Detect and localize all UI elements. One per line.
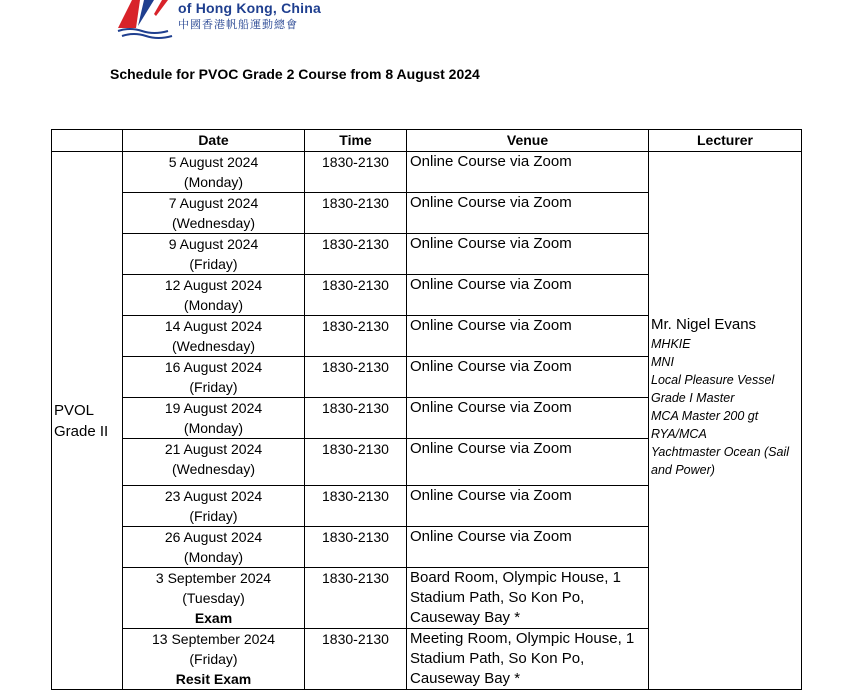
venue-cell: Online Course via Zoom bbox=[407, 527, 649, 568]
time-cell: 1830-2130 bbox=[305, 193, 407, 234]
venue-cell: Online Course via Zoom bbox=[407, 275, 649, 316]
org-name-en: of Hong Kong, China bbox=[178, 0, 321, 16]
time-cell: 1830-2130 bbox=[305, 398, 407, 439]
time-cell: 1830-2130 bbox=[305, 568, 407, 629]
venue-cell: Online Course via Zoom bbox=[407, 234, 649, 275]
date-cell: 12 August 2024 (Monday) bbox=[123, 275, 305, 316]
venue-cell: Online Course via Zoom bbox=[407, 439, 649, 486]
venue-cell: Online Course via Zoom bbox=[407, 357, 649, 398]
venue-cell: Online Course via Zoom bbox=[407, 486, 649, 527]
date-cell: 14 August 2024 (Wednesday) bbox=[123, 316, 305, 357]
time-cell: 1830-2130 bbox=[305, 357, 407, 398]
time-cell: 1830-2130 bbox=[305, 527, 407, 568]
date-cell: 9 August 2024 (Friday) bbox=[123, 234, 305, 275]
date-cell: 3 September 2024 (Tuesday) Exam bbox=[123, 568, 305, 629]
org-name-zh: 中國香港帆船運動總會 bbox=[178, 19, 298, 31]
schedule-table bbox=[51, 129, 802, 690]
exam-label: Exam bbox=[194, 610, 233, 626]
time-cell: 1830-2130 bbox=[305, 234, 407, 275]
column-header-date: Date bbox=[123, 130, 305, 152]
table-row bbox=[52, 152, 802, 193]
venue-cell: Online Course via Zoom bbox=[407, 398, 649, 439]
resit-exam-label: Resit Exam bbox=[175, 671, 252, 687]
date-cell: 21 August 2024 (Wednesday) bbox=[123, 439, 305, 486]
table-header-row bbox=[52, 130, 802, 152]
date-cell: 16 August 2024 (Friday) bbox=[123, 357, 305, 398]
venue-cell: Online Course via Zoom bbox=[407, 152, 649, 193]
column-header-venue: Venue bbox=[407, 130, 649, 152]
column-header-course bbox=[52, 130, 123, 152]
lecturer-cell: Mr. Nigel Evans MHKIE MNI Local Pleasure Vessel Grade I Master MCA Master 200 gt RYA/MCA Yachtmaster Ocean (Sail and Power) bbox=[649, 152, 802, 690]
venue-cell: Online Course via Zoom bbox=[407, 193, 649, 234]
date-cell: 23 August 2024 (Friday) bbox=[123, 486, 305, 527]
venue-cell: Online Course via Zoom bbox=[407, 316, 649, 357]
time-cell: 1830-2130 bbox=[305, 439, 407, 486]
document-title: Schedule for PVOC Grade 2 Course from 8 August 2024 bbox=[110, 66, 480, 82]
column-header-time: Time bbox=[305, 130, 407, 152]
course-cell: PVOL Grade II bbox=[52, 152, 123, 690]
date-cell: 5 August 2024 (Monday) bbox=[123, 152, 305, 193]
time-cell: 1830-2130 bbox=[305, 152, 407, 193]
lecturer-name: Mr. Nigel Evans bbox=[651, 315, 757, 333]
sailboat-logo-icon bbox=[116, 0, 178, 40]
time-cell: 1830-2130 bbox=[305, 316, 407, 357]
date-cell: 26 August 2024 (Monday) bbox=[123, 527, 305, 568]
date-cell: 19 August 2024 (Monday) bbox=[123, 398, 305, 439]
time-cell: 1830-2130 bbox=[305, 275, 407, 316]
venue-cell: Meeting Room, Olympic House, 1 Stadium Path, So Kon Po, Causeway Bay * bbox=[407, 629, 649, 690]
date-cell: 7 August 2024 (Wednesday) bbox=[123, 193, 305, 234]
date-cell: 13 September 2024 (Friday) Resit Exam bbox=[123, 629, 305, 690]
time-cell: 1830-2130 bbox=[305, 486, 407, 527]
time-cell: 1830-2130 bbox=[305, 629, 407, 690]
venue-cell: Board Room, Olympic House, 1 Stadium Path, So Kon Po, Causeway Bay * bbox=[407, 568, 649, 629]
column-header-lecturer: Lecturer bbox=[649, 130, 802, 152]
